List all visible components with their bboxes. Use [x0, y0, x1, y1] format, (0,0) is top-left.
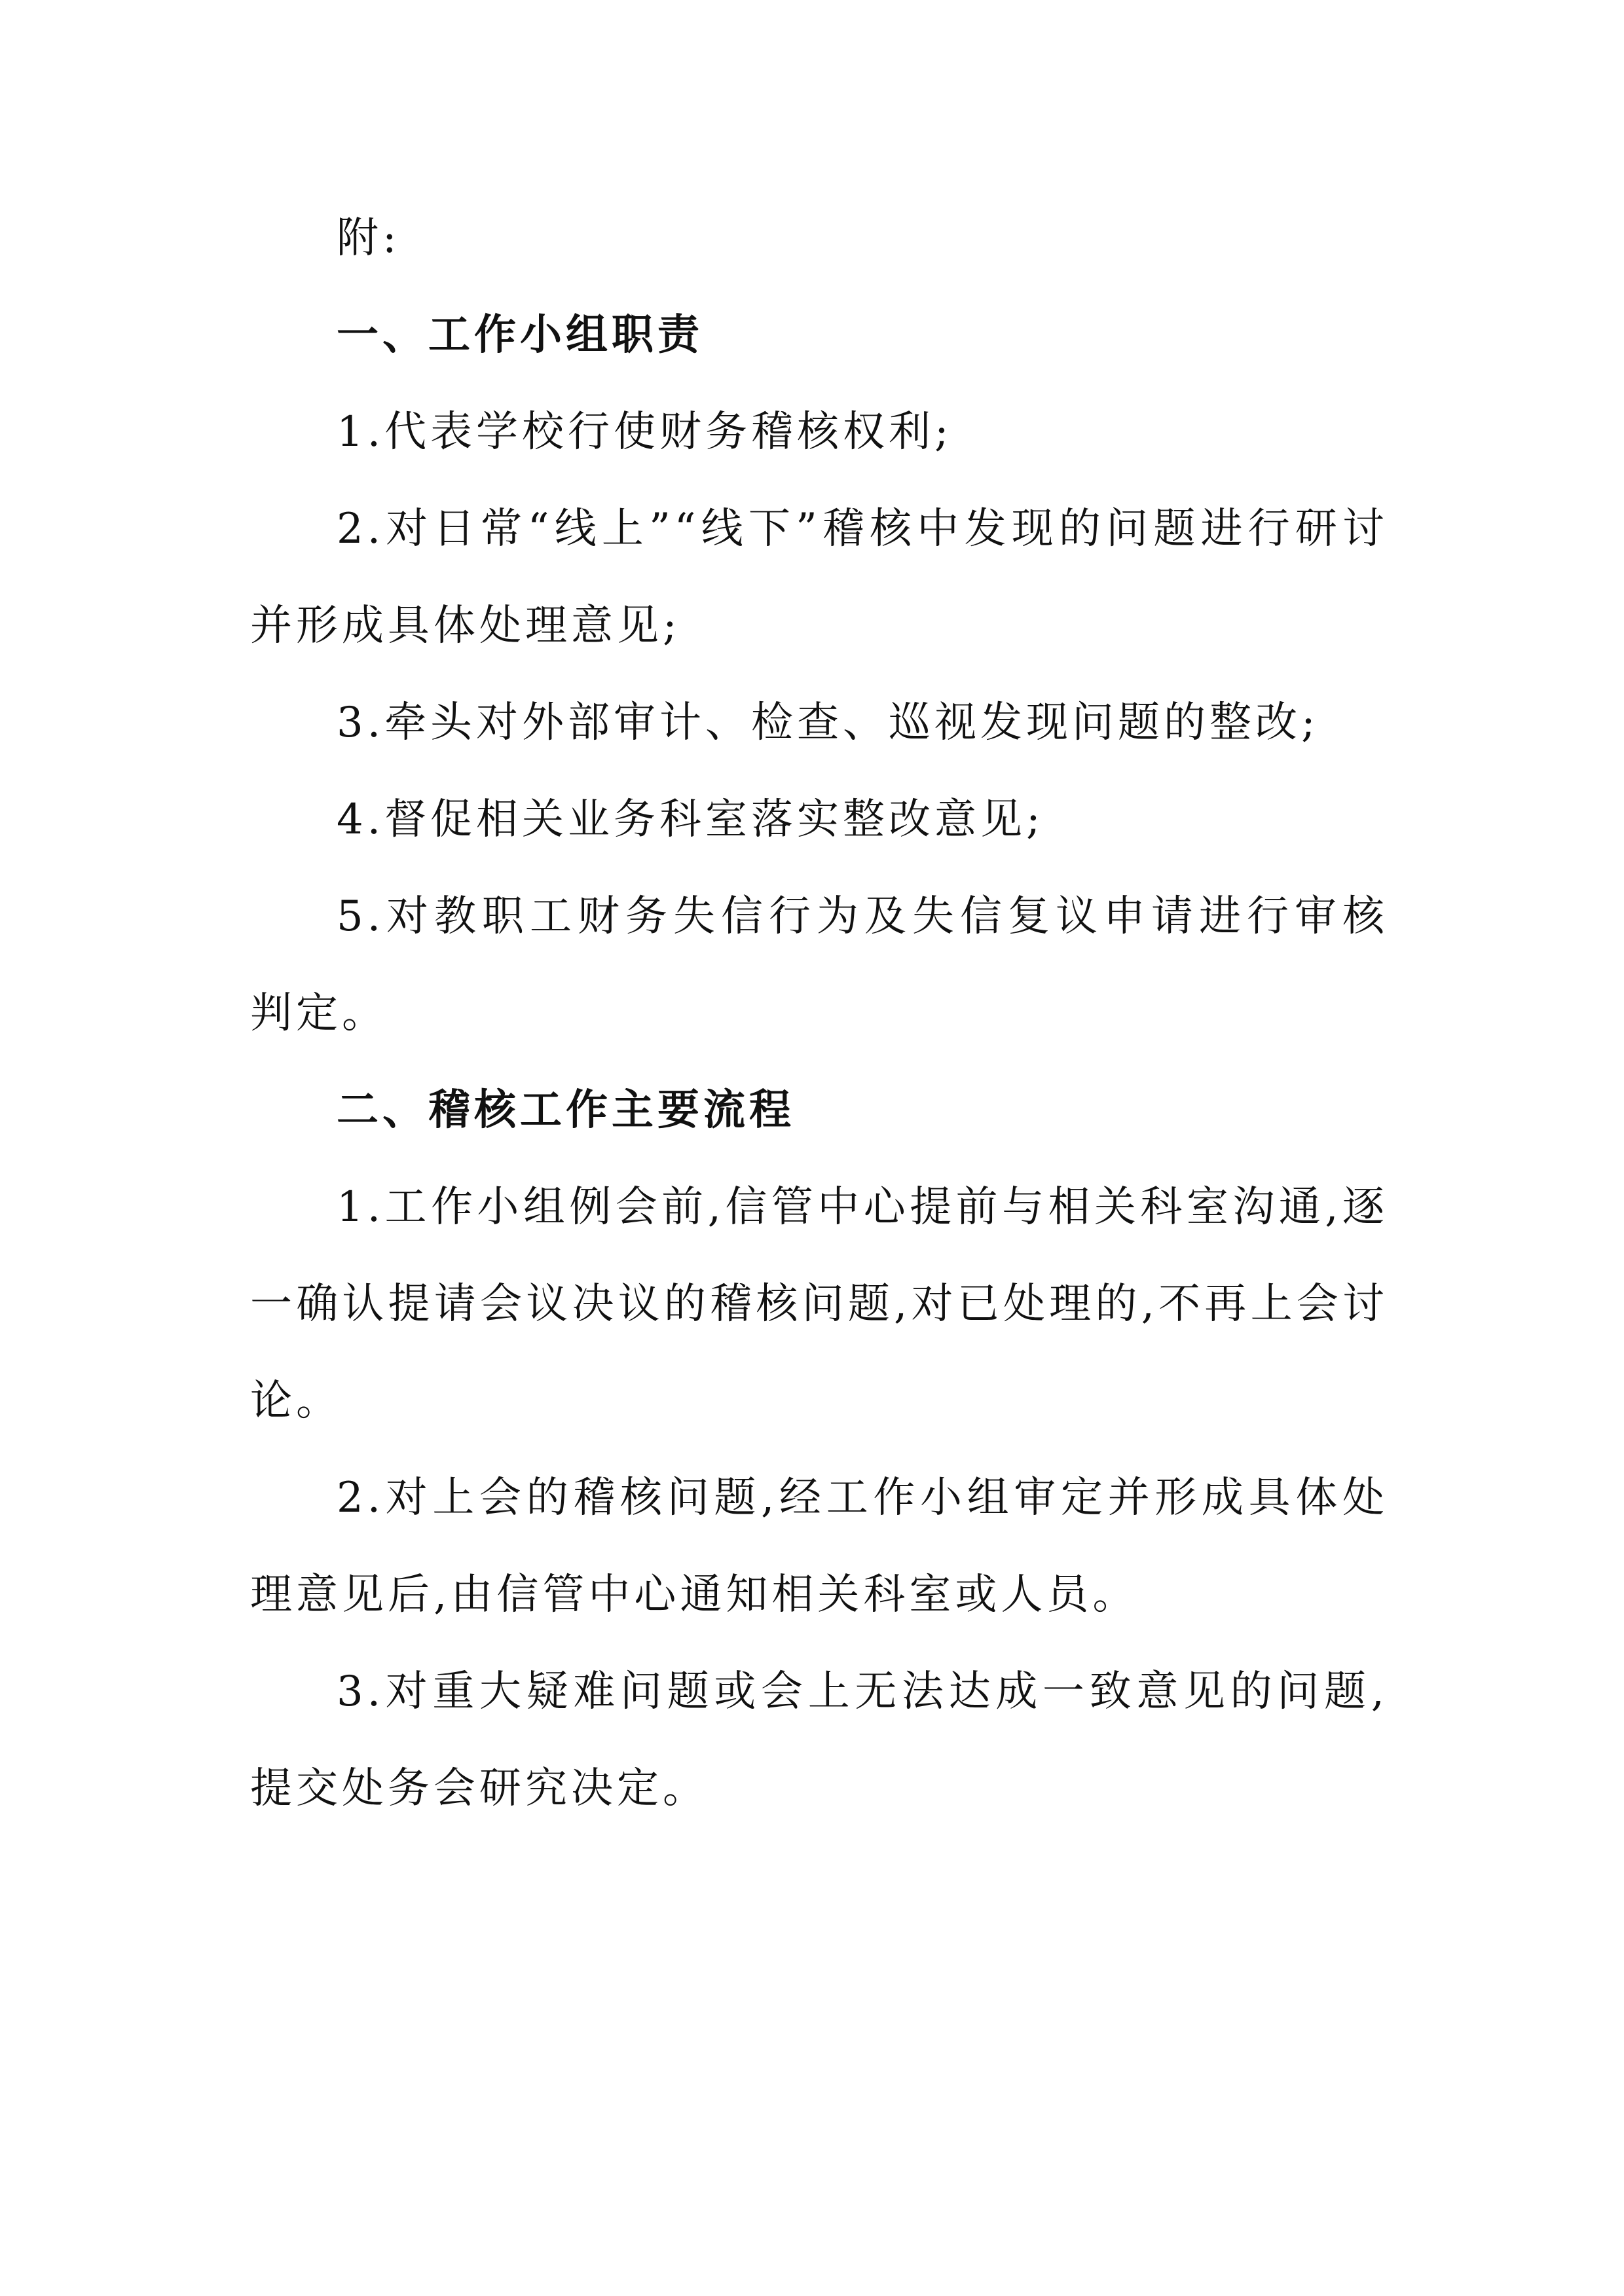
responsibility-item-4: 4.督促相关业务科室落实整改意见; — [337, 795, 1044, 844]
process-item-1: 1.工作小组例会前,信管中心提前与相关科室沟通,逐一确认提请会议决议的稽核问题,对已处理的,不再上会讨论。 — [250, 1183, 1388, 1425]
attachment-label: 附: — [337, 214, 401, 263]
document-body — [250, 190, 1388, 1837]
process-item-2: 2.对上会的稽核问题,经工作小组审定并形成具体处理意见后,由信管中心通知相关科室或人员。 — [250, 1474, 1388, 1619]
responsibility-item-2: 2.对日常“线上”“线下”稽核中发现的问题进行研讨并形成具体处理意见; — [250, 505, 1388, 650]
responsibility-item-3: 3.牵头对外部审计、检查、巡视发现问题的整改; — [337, 699, 1320, 747]
responsibility-item-1: 1.代表学校行使财务稽核权利; — [337, 408, 953, 456]
responsibility-item-5: 5.对教职工财务失信行为及失信复议申请进行审核判定。 — [250, 892, 1388, 1038]
process-item-3: 3.对重大疑难问题或会上无法达成一致意见的问题,提交处务会研究决定。 — [250, 1667, 1388, 1813]
section-heading-responsibilities: 一、工作小组职责 — [337, 310, 703, 359]
section-heading-process: 二、稽核工作主要流程 — [337, 1085, 795, 1135]
